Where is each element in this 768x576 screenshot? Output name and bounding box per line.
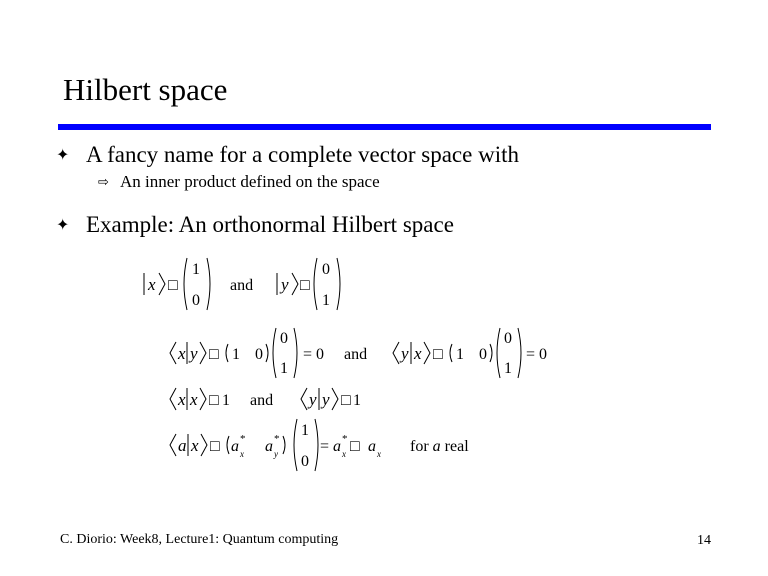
row-vector-entry: a <box>265 438 273 455</box>
bra-variable: x <box>178 390 186 409</box>
slide-title: Hilbert space <box>63 72 228 107</box>
vector-entry: 1 <box>322 292 330 309</box>
condition-note: for a real <box>410 438 469 455</box>
superscript-star: * <box>342 433 348 445</box>
result-variable: a <box>333 438 341 455</box>
relation-glyph: □ <box>350 438 360 455</box>
bra-variable: x <box>178 344 186 363</box>
ket-x-variable: x <box>148 275 156 294</box>
bra-variable: y <box>309 390 317 409</box>
four-pointed-star-icon: ✦ <box>56 215 70 234</box>
relation-glyph: □ <box>341 392 351 409</box>
superscript-star: * <box>240 433 246 445</box>
ket-y-variable: y <box>281 275 289 294</box>
normalization-equations <box>170 388 361 410</box>
conjunction-text: and <box>250 392 274 409</box>
ket-variable: x <box>414 344 422 363</box>
vector-entry: 0 <box>192 292 200 309</box>
subscript-index: x <box>240 449 244 459</box>
relation-glyph: □ <box>209 346 219 363</box>
subscript-index: y <box>274 449 278 459</box>
hollow-arrow-icon: ⇨ <box>98 175 109 190</box>
ket-variable: x <box>191 436 199 455</box>
ket-variable: y <box>190 344 198 363</box>
row-vector-entry: 0 <box>479 346 487 363</box>
vector-entry: 0 <box>322 261 330 278</box>
equals-sign: = <box>320 438 330 455</box>
subscript-index: x <box>342 449 346 459</box>
result-text: = 0 <box>303 346 325 363</box>
result-variable: a <box>368 438 376 455</box>
column-vector-entry: 0 <box>504 330 512 347</box>
conjunction-text: and <box>230 277 254 294</box>
norm-value: 1 <box>353 392 361 409</box>
row-vector-entry: 1 <box>456 346 464 363</box>
row-vector-entry: 1 <box>232 346 240 363</box>
superscript-star: * <box>274 433 280 445</box>
norm-value: 1 <box>222 392 230 409</box>
subscript-index: x <box>377 449 381 459</box>
page-number: 14 <box>697 533 711 548</box>
column-vector-entry: 0 <box>280 330 288 347</box>
footer-text: C. Diorio: Week8, Lecture1: Quantum computing <box>60 532 339 547</box>
relation-glyph: □ <box>168 277 178 294</box>
basis-definitions <box>144 258 340 310</box>
result-text: = 0 <box>526 346 548 363</box>
row-vector-entry: a <box>231 438 239 455</box>
column-vector-entry: 1 <box>504 360 512 377</box>
sub-bullet-text: An inner product defined on the space <box>120 172 380 191</box>
projection-equation <box>170 419 469 471</box>
orthogonality-equations <box>170 328 547 378</box>
vector-entry: 1 <box>192 261 200 278</box>
ket-variable: x <box>190 390 198 409</box>
row-vector-entry: 0 <box>255 346 263 363</box>
relation-glyph: □ <box>210 438 220 455</box>
four-pointed-star-icon: ✦ <box>56 145 70 164</box>
relation-glyph: □ <box>209 392 219 409</box>
relation-glyph: □ <box>300 277 310 294</box>
conjunction-text: and <box>344 346 368 363</box>
column-vector-entry: 1 <box>301 422 309 439</box>
bullet-text: Example: An orthonormal Hilbert space <box>86 212 454 237</box>
column-vector-entry: 0 <box>301 453 309 470</box>
bullet-text: A fancy name for a complete vector space with <box>86 142 519 167</box>
ket-variable: y <box>322 390 330 409</box>
bra-variable: y <box>401 344 409 363</box>
bra-variable: a <box>178 436 187 455</box>
relation-glyph: □ <box>433 346 443 363</box>
column-vector-entry: 1 <box>280 360 288 377</box>
